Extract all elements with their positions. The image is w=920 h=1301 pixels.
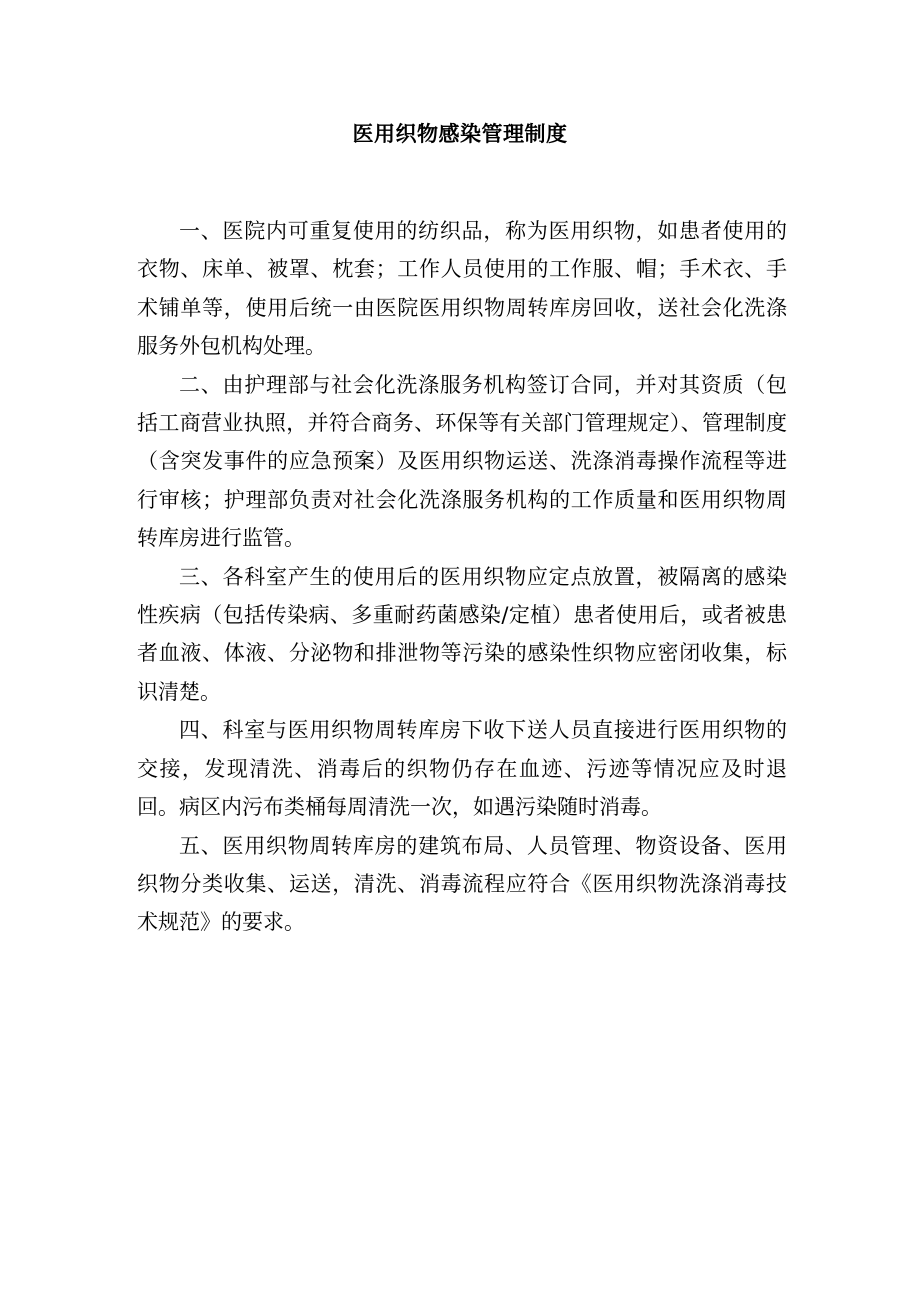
paragraph-2: 二、由护理部与社会化洗涤服务机构签订合同，并对其资质（包括工商营业执照，并符合商务、环保等有关部门管理规定）、管理制度（含突发事件的应急预案）及医用织物运送、洗涤消毒操作流程等进行审核；护理部负责对社会化洗涤服务机构的工作质量和医用织物周转库房进行监管。 bbox=[137, 372, 787, 551]
document-title: 医用织物感染管理制度 bbox=[352, 122, 568, 146]
paragraph-3: 三、各科室产生的使用后的医用织物应定点放置，被隔离的感染性疾病（包括传染病、多重耐药菌感染/定植）患者使用后，或者被患者血液、体液、分泌物和排泄物等污染的感染性织物应密闭收集，标识清楚。 bbox=[137, 564, 787, 704]
document-body bbox=[137, 212, 787, 942]
paragraph-4: 四、科室与医用织物周转库房下收下送人员直接进行医用织物的交接，发现清洗、消毒后的织物仍存在血迹、污迹等情况应及时退回。病区内污布类桶每周清洗一次，如遇污染随时消毒。 bbox=[137, 718, 787, 820]
paragraph-1: 一、医院内可重复使用的纺织品，称为医用织物，如患者使用的衣物、床单、被罩、枕套；工作人员使用的工作服、帽；手术衣、手术铺单等，使用后统一由医院医用织物周转库房回收，送社会化洗涤服务外包机构处理。 bbox=[137, 219, 787, 359]
paragraph-5: 五、医用织物周转库房的建筑布局、人员管理、物资设备、医用织物分类收集、运送，清洗、消毒流程应符合《医用织物洗涤消毒技术规范》的要求。 bbox=[137, 833, 787, 935]
